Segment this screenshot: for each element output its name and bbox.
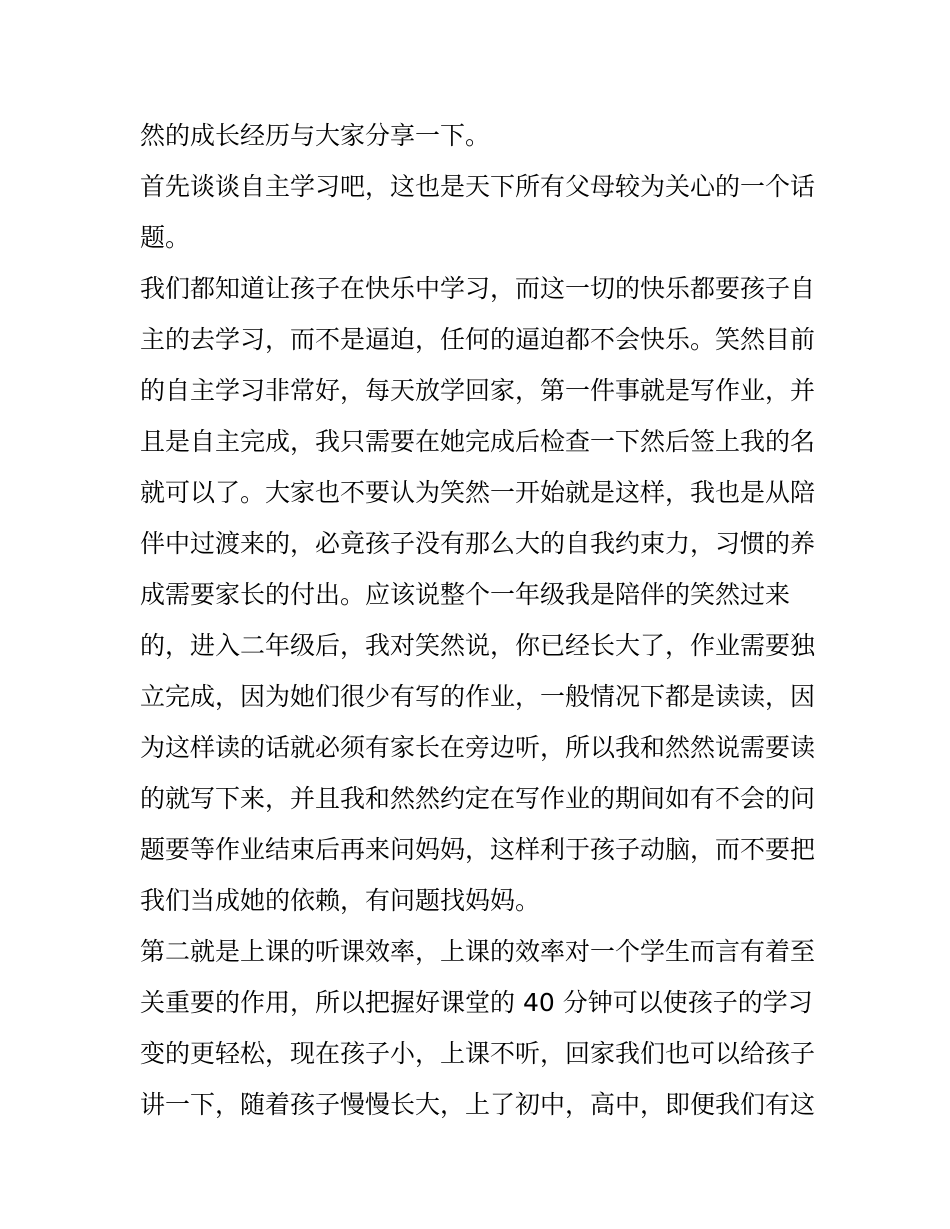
text-line-10: 成需要家长的付出。应该说整个一年级我是陪伴的笑然过来	[140, 580, 791, 609]
text-line-8: 就可以了。大家也不要认为笑然一开始就是这样，我也是从陪	[140, 478, 816, 507]
text-line-3: 题。	[140, 223, 191, 252]
text-line-5: 主的去学习，而不是逼迫，任何的逼迫都不会快乐。笑然目前	[140, 325, 816, 354]
text-line-1: 然的成长经历与大家分享一下。	[140, 121, 491, 150]
text-line-20: 讲一下，随着孩子慢慢长大，上了初中，高中，即便我们有这	[140, 1090, 816, 1119]
text-line-7: 且是自主完成，我只需要在她完成后检查一下然后签上我的名	[140, 427, 816, 456]
document-body	[140, 110, 816, 1130]
text-line-14: 的就写下来，并且我和然然约定在写作业的期间如有不会的问	[140, 784, 816, 813]
text-line-16: 我们当成她的依赖，有问题找妈妈。	[140, 886, 541, 915]
text-line-18: 关重要的作用，所以把握好课堂的 40 分钟可以使孩子的学习	[140, 988, 813, 1017]
text-line-13: 为这样读的话就必须有家长在旁边听，所以我和然然说需要读	[140, 733, 816, 762]
text-line-15: 题要等作业结束后再来问妈妈，这样利于孩子动脑，而不要把	[140, 835, 816, 864]
text-line-11: 的，进入二年级后，我对笑然说，你已经长大了，作业需要独	[140, 631, 816, 660]
text-line-2: 首先谈谈自主学习吧，这也是天下所有父母较为关心的一个话	[140, 172, 816, 201]
text-line-9: 伴中过渡来的，必竟孩子没有那么大的自我约束力，习惯的养	[140, 529, 816, 558]
text-line-19: 变的更轻松，现在孩子小，上课不听，回家我们也可以给孩子	[140, 1039, 816, 1068]
text-line-6: 的自主学习非常好，每天放学回家，第一件事就是写作业，并	[140, 376, 816, 405]
text-line-4: 我们都知道让孩子在快乐中学习，而这一切的快乐都要孩子自	[140, 274, 816, 303]
text-line-17: 第二就是上课的听课效率，上课的效率对一个学生而言有着至	[140, 937, 816, 966]
text-line-12: 立完成，因为她们很少有写的作业，一般情况下都是读读，因	[140, 682, 816, 711]
